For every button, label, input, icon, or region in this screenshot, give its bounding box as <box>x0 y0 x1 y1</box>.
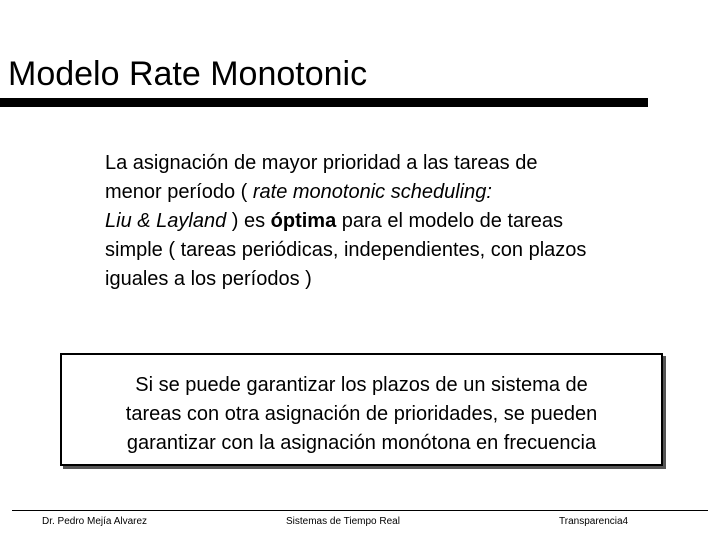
body-line-3-italic: Liu & Layland <box>105 210 227 232</box>
body-line-3-bold: óptima <box>270 210 337 232</box>
callout-line-2: tareas con otra asignación de prioridades, se pueden <box>125 403 598 425</box>
body-line-2-italic: rate monotonic scheduling: <box>252 181 492 203</box>
body-line-3-suffix: para el modelo de tareas <box>336 210 564 232</box>
footer-course: Sistemas de Tiempo Real <box>286 516 400 527</box>
body-line-1: La asignación de mayor prioridad a las tareas de <box>105 152 538 174</box>
callout-line-3: garantizar con la asignación monótona en frecuencia <box>126 432 597 454</box>
body-line-2 <box>105 178 705 207</box>
callout-line-1: Si se puede garantizar los plazos de un sistema de <box>135 374 588 396</box>
callout-box <box>60 353 663 466</box>
body-line-3-text: ) es <box>226 210 271 232</box>
slide-title: Modelo Rate Monotonic <box>8 55 368 93</box>
body-line-4: simple ( tareas periódicas, independientes, con plazos <box>105 239 587 261</box>
title-underline-bar <box>0 98 648 107</box>
footer-divider <box>12 510 708 511</box>
footer-slide-label: Transparencia4 <box>559 516 629 527</box>
body-line-3 <box>105 207 705 236</box>
footer-author: Dr. Pedro Mejía Alvarez <box>42 516 148 527</box>
body-line-5: iguales a los períodos ) <box>105 268 312 290</box>
body-line-2-text: menor período ( <box>105 181 253 203</box>
body-paragraph <box>105 149 705 294</box>
